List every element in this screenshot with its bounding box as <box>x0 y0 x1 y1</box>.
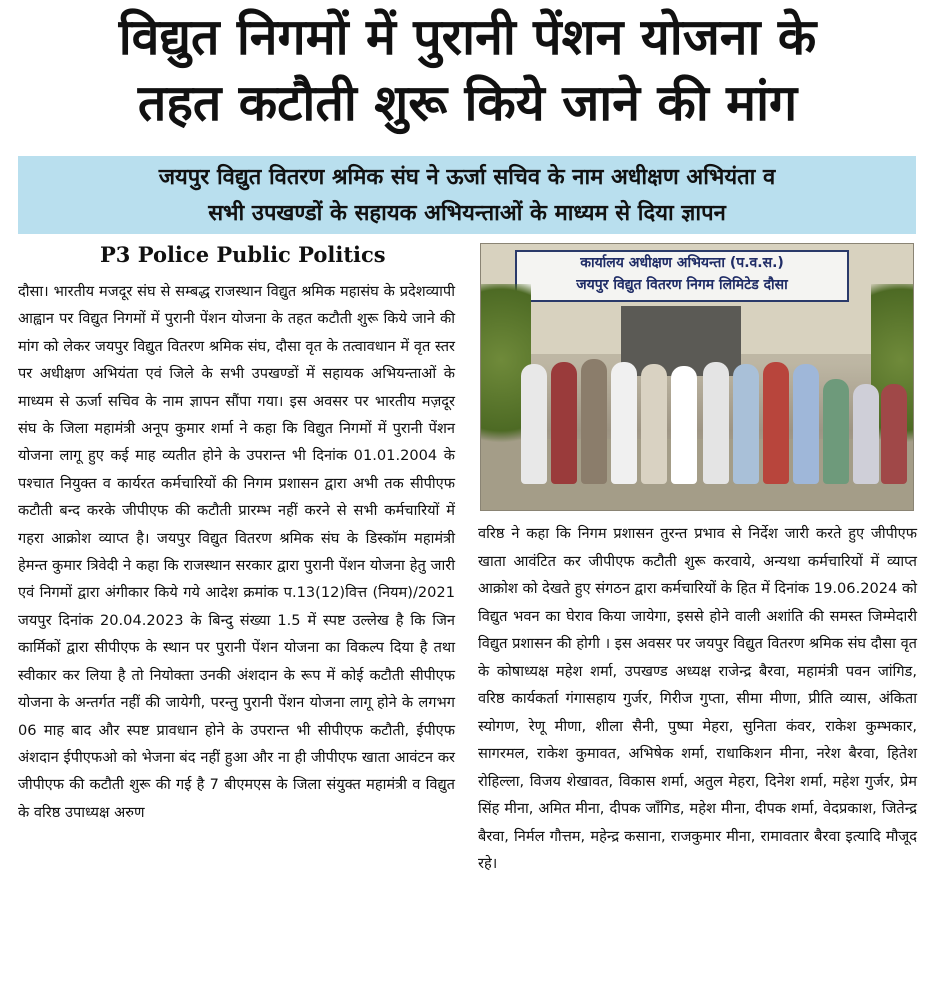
article-body-right: वरिष्ठ ने कहा कि निगम प्रशासन तुरन्त प्रभाव से निर्देश जारी करते हुए जीपीएफ खाता आवंटित कर जीपीएफ कटौती शुरू करवाये, अन्यथा कर्मचारियों में व्याप्त आक्रोश को देखते हुए संगठन द्वारा कर्मचारियों के हित में दिनांक 19.06.2024 को विद्युत भवन का घेराव किया जायेगा, इससे होने वाली अशांति की समस्त जिम्मेदारी विद्युत प्रशासन की होगी । इस अवसर पर जयपुर विद्युत वितरण श्रमिक संघ दौसा वृत के कोषाध्यक्ष महेश शर्मा, उपखण्ड अध्यक्ष राजेन्द्र बैरवा, महामंत्री पवन जांगिड, वरिष्ठ कार्यकर्ता गंगासहाय गुर्जर, गिरीज गुप्ता, सीमा मीणा, प्रीति व्यास, अंकिता स्योगण, रेणू मीणा, शीला सैनी, पुष्पा मेहरा, सुनिता कंवर, राकेश कुम्भकार, सागरमल, राकेश कुमावत, अभिषेक शर्मा, राधाकिशन मीना, नरेश बैरवा, हितेश रोहिल्ला, विजय शेखावत, विकास शर्मा, अतुल मेहरा, दिनेश शर्मा, महेश गुर्जर, प्रेम सिंह मीना, अमित मीना, दीपक जाँगिड, महेश मीना, दीपक शर्मा, वेदप्रकाश, जितेन्द्र बैरवा, निर्मल गौत्तम, महेन्द्र कसाना, राजकुमार मीना, रामावतार बैरवा इत्यादि मौजूद रहे। <box>478 525 917 872</box>
photo-person <box>793 364 819 484</box>
photo-person <box>521 364 547 484</box>
byline: P3 Police Public Politics <box>100 242 386 267</box>
photo-person <box>641 364 667 484</box>
photo-person <box>881 384 907 484</box>
article-right-column <box>478 520 917 878</box>
subheadline-box <box>18 156 916 234</box>
photo-person <box>733 364 759 484</box>
headline <box>0 4 935 136</box>
photo-person <box>853 384 879 484</box>
photo-sign-line-1: कार्यालय अधीक्षण अभियन्ता (प.व.स.) <box>580 255 784 271</box>
photo-person <box>611 362 637 484</box>
subheadline-line-2: सभी उपखण्डों के सहायक अभियन्ताओं के माध्यम से दिया ज्ञापन <box>208 201 726 226</box>
article-left-column <box>18 278 455 826</box>
photo-person <box>763 362 789 484</box>
photo-person <box>581 359 607 484</box>
photo-office-sign <box>515 250 849 302</box>
article-body-left: दौसा। भारतीय मजदूर संघ से सम्बद्ध राजस्थान विद्युत श्रमिक महासंघ के प्रदेशव्यापी आह्वान पर विद्युत निगमों में पुरानी पेंशन योजना के तहत कटौती शुरू किये जाने की मांग को लेकर जयपुर विद्युत वितरण श्रमिक संघ, दौसा वृत के तत्वावधान में वृत स्तर पर अधीक्षण अभियंता एवं जिले के सभी उपखण्डों में सहायक अभियन्ताओं के माध्यम से ऊर्जा सचिव के नाम ज्ञापन सौंपा गया। इस अवसर पर भारतीय मज़दूर संघ के जिला महामंत्री अनूप कुमार शर्मा ने कहा कि विद्युत निगमों में पुरानी पेंशन योजना लागू हुए कई माह व्यतीत होने के उपरान्त भी दिनांक 01.01.2004 के पश्चात नियुक्त व कार्यरत कर्मचारियों की निगम प्रशासन द्वारा अभी तक सीपीएफ कटौती बन्द करके जीपीएफ की कटौती प्रारम्भ नहीं करने से सभी कर्मचारियों में गहरा आक्रोश व्याप्त है। जयपुर विद्युत वितरण श्रमिक संघ के डिस्कॉम महामंत्री हेमन्त कुमार त्रिवेदी ने कहा कि राजस्थान सरकार द्वारा पुरानी पेंशन योजना हेतु जारी एवं निगमों द्वारा अंगीकार किये गये आदेश क्रमांक प.13(12)वित्त (नियम)/2021 जयपुर दिनांक 20.04.2023 के बिन्दु संख्या 1.5 में स्पष्ट उल्लेख है कि जिन कार्मिकों द्वारा सीपीएफ के स्थान पर पुरानी पेंशन योजना का विकल्प दिया है तथा स्वीकार कर लिया है तो नियोक्ता उनकी अंशदान के रूप में कोई कटौती सीपीएफ योजना के अन्तर्गत नहीं की जायेगी, परन्तु पुरानी पेंशन योजना लागू होने के लगभग 06 माह बाद और स्पष्ट प्रावधान होने के उपरान्त भी सीपीएफ कटौती, ईपीएफ अंशदान ईपीएफओ को भेजना बंद नहीं हुआ और ना ही जीपीएफ खाता आवंटन कर जीपीएफ की कटौती शुरू की गई है 7 बीएमएस के जिला संयुक्त महामंत्री व विद्युत के वरिष्ठ उपाध्यक्ष अरुण <box>18 283 455 821</box>
photo-sign-line-2: जयपुर विद्युत वितरण निगम लिमिटेड दौसा <box>576 277 788 293</box>
photo-person <box>703 362 729 484</box>
photo-person <box>551 362 577 484</box>
photo-person <box>823 379 849 484</box>
subheadline-line-1: जयपुर विद्युत वितरण श्रमिक संघ ने ऊर्जा सचिव के नाम अधीक्षण अभियंता व <box>158 165 776 190</box>
news-photo <box>480 243 914 511</box>
headline-line-2: तहत कटौती शुरू किये जाने की मांग <box>137 74 798 132</box>
headline-line-1: विद्युत निगमों में पुरानी पेंशन योजना के <box>118 8 817 66</box>
photo-person <box>671 366 697 484</box>
